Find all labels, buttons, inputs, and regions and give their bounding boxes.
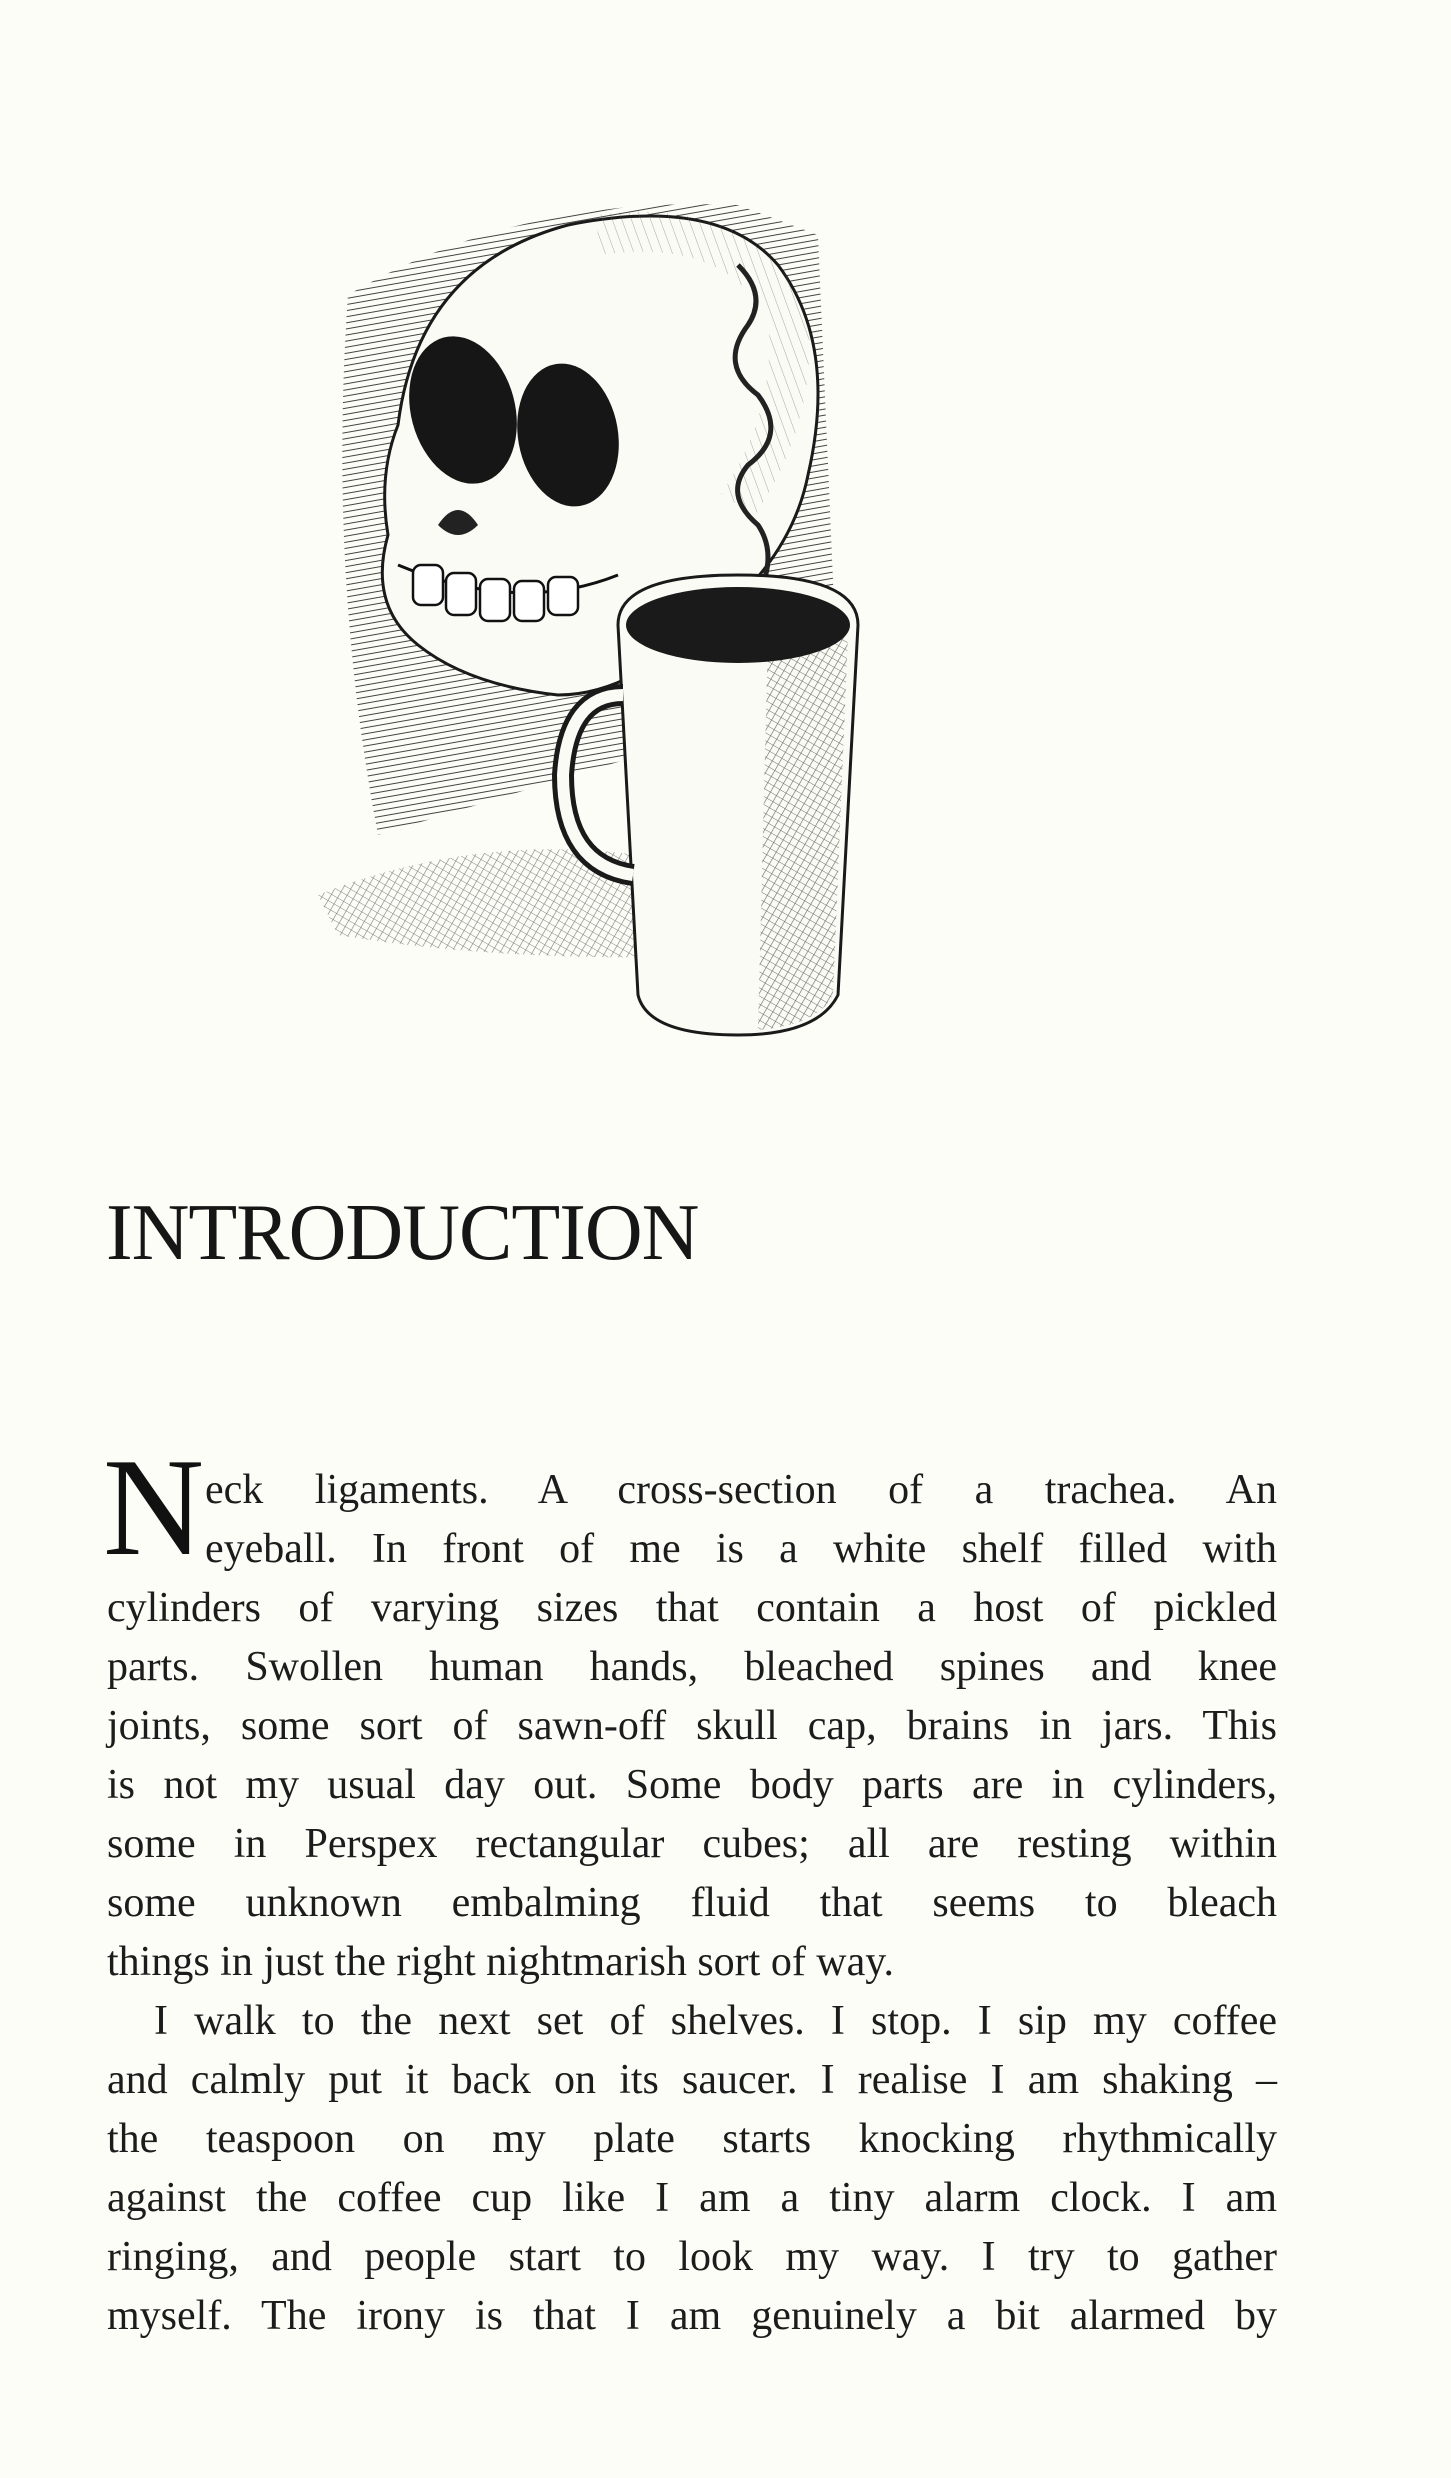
text-line: and calmly put it back on its saucer. I realise I am shaking –: [107, 2057, 1277, 2103]
paragraph: [107, 1992, 1277, 2346]
text-line: eck ligaments. A cross-section of a trachea. An: [205, 1467, 1277, 1513]
text-line: myself. The irony is that I am genuinely a bit alarmed by: [107, 2293, 1277, 2339]
text-line: things in just the right nightmarish sort of way.: [107, 1939, 895, 1985]
drop-cap: N: [103, 1430, 205, 1585]
text-line: cylinders of varying sizes that contain a host of pickled: [107, 1585, 1277, 1631]
text-line: some unknown embalming fluid that seems to bleach: [107, 1880, 1277, 1926]
text-line: some in Perspex rectangular cubes; all are resting within: [107, 1821, 1277, 1867]
text-line: parts. Swollen human hands, bleached spines and knee: [107, 1644, 1277, 1690]
text-line: is not my usual day out. Some body parts are in cylinders,: [107, 1762, 1277, 1808]
text-line: ringing, and people start to look my way. I try to gather: [107, 2234, 1277, 2280]
text-line: I walk to the next set of shelves. I stop. I sip my coffee: [154, 1998, 1277, 2044]
text-line: the teaspoon on my plate starts knocking rhythmically: [107, 2116, 1277, 2162]
text-line: eyeball. In front of me is a white shelf filled with: [205, 1526, 1277, 1572]
text-line: against the coffee cup like I am a tiny alarm clock. I am: [107, 2175, 1277, 2221]
chapter-heading: INTRODUCTION: [106, 1189, 699, 1277]
body-text: [107, 1461, 1277, 2346]
text-line: joints, some sort of sawn-off skull cap, brains in jars. This: [107, 1703, 1277, 1749]
skull-and-mug-illustration: [318, 175, 1058, 1055]
paragraph: [107, 1461, 1277, 1992]
